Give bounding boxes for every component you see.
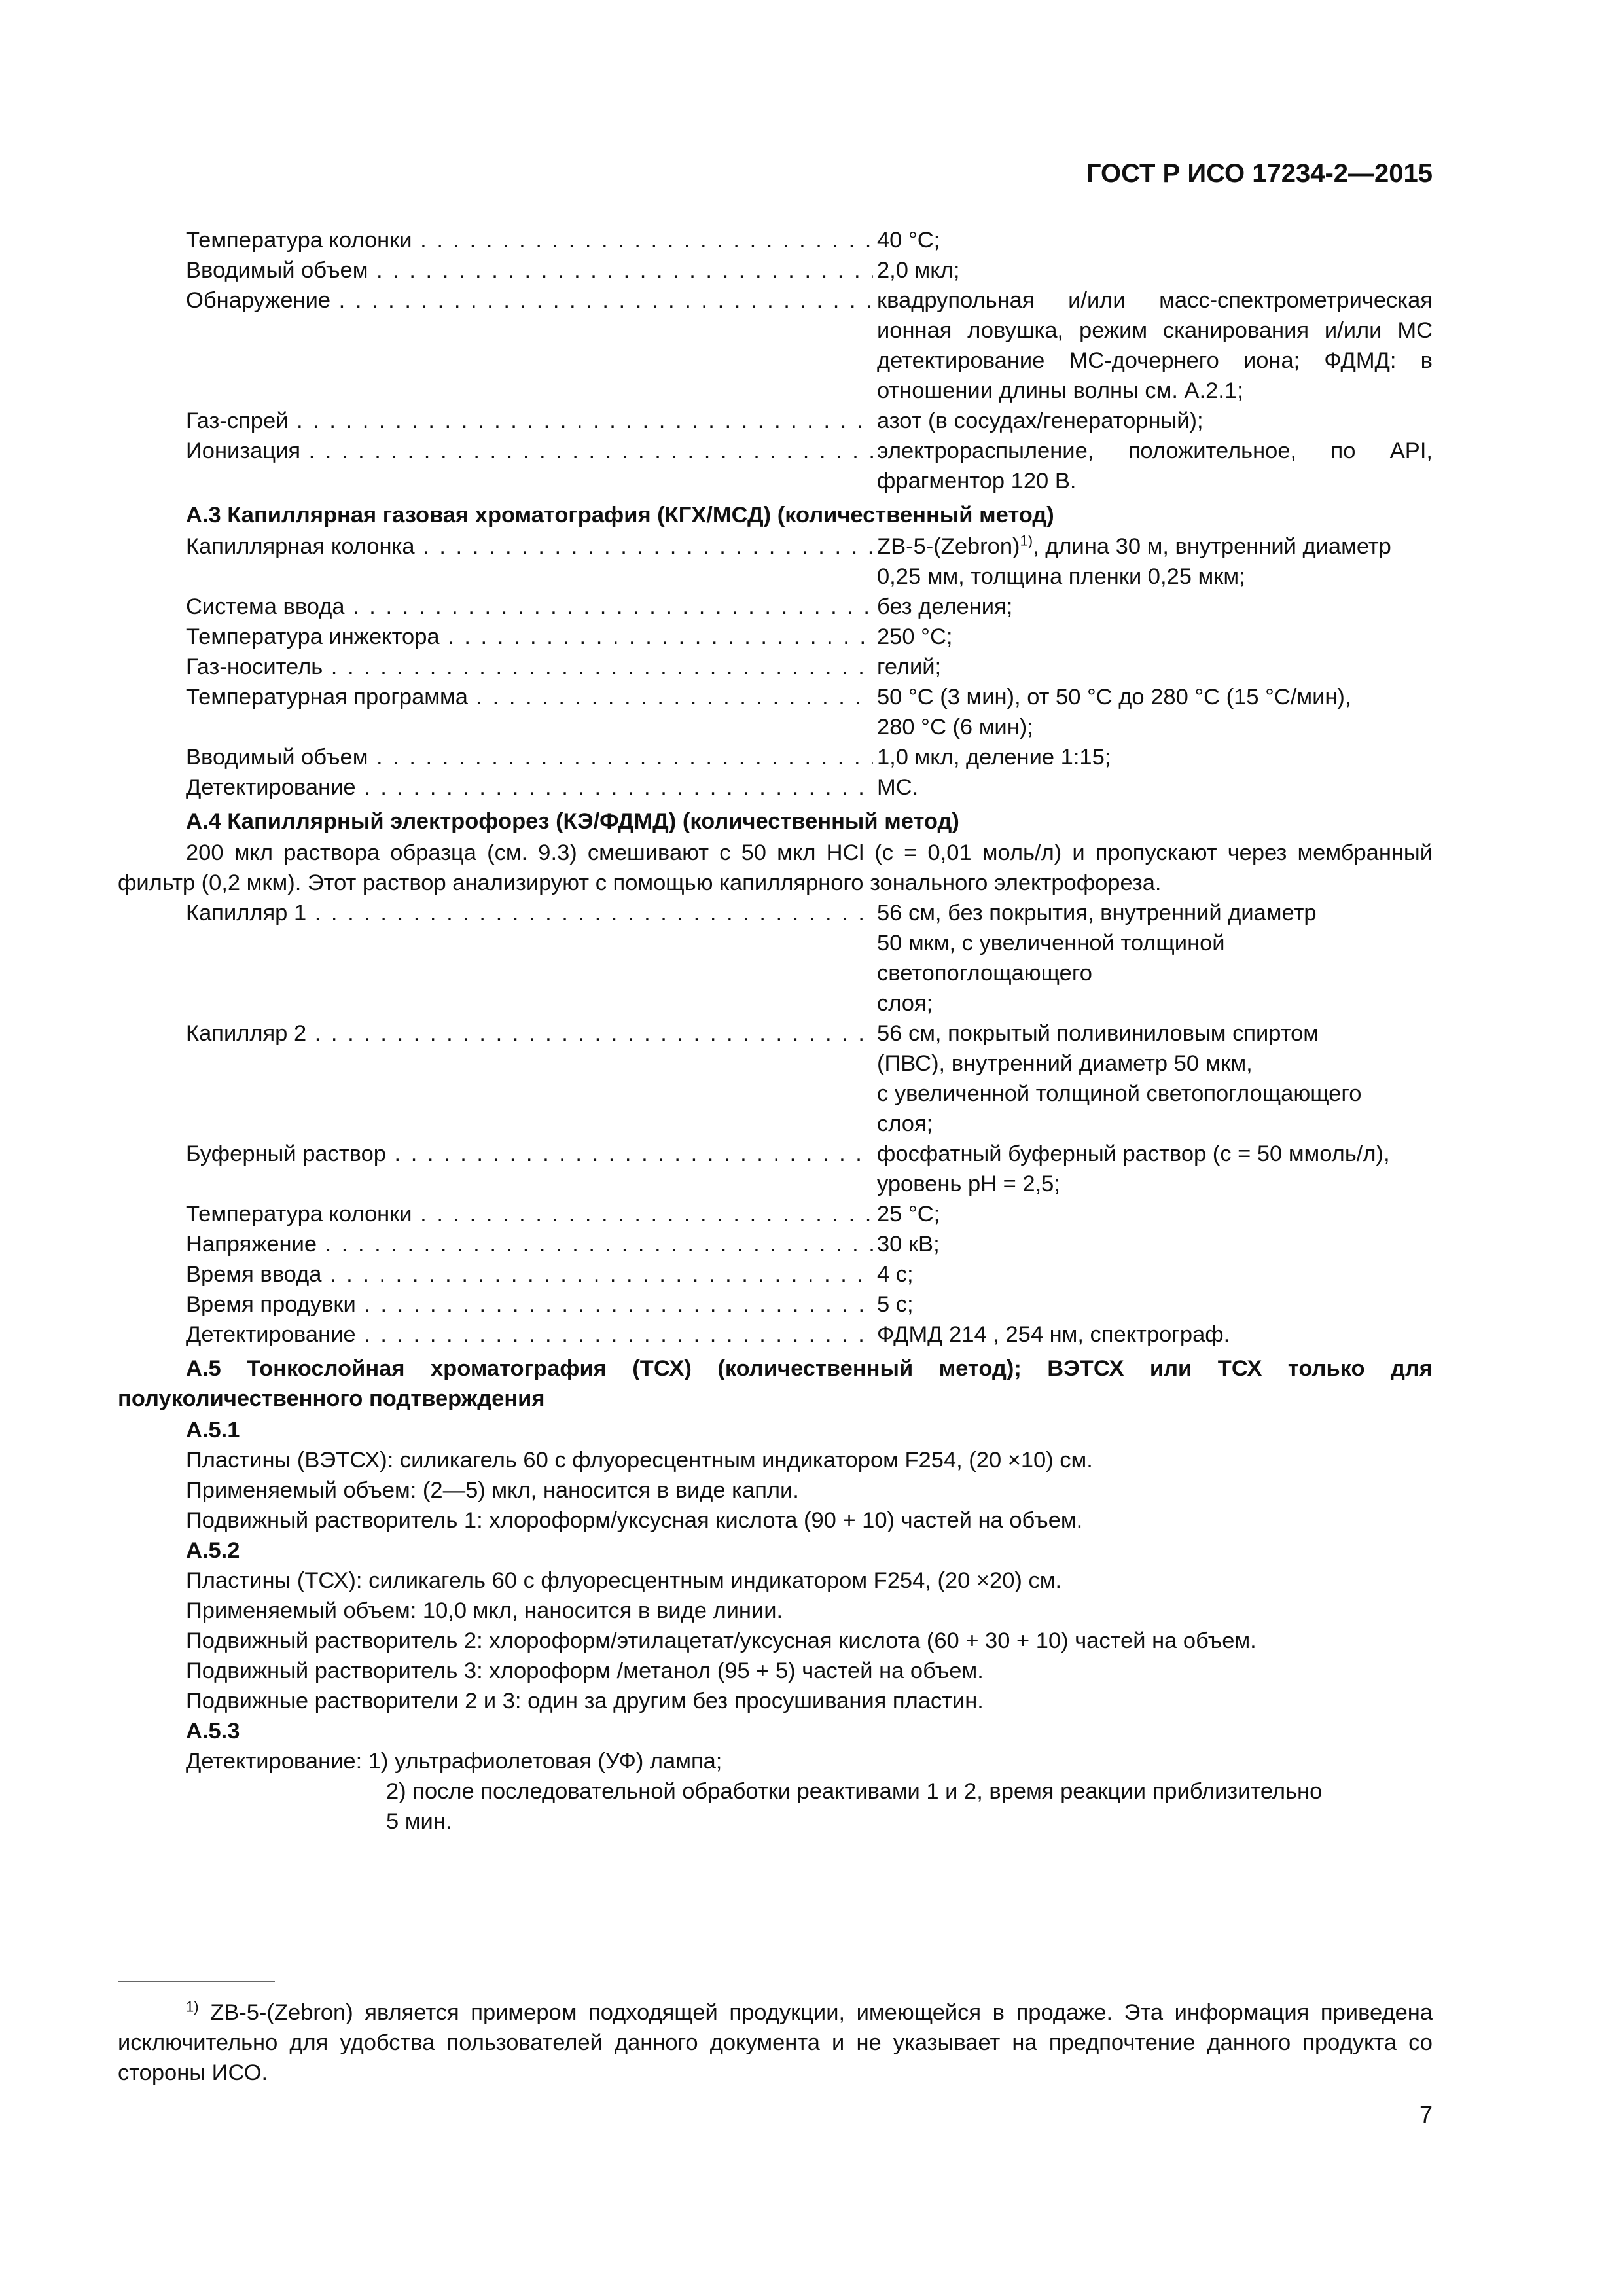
document-header: ГОСТ Р ИСО 17234-2—2015 xyxy=(1086,159,1433,188)
parameter-row xyxy=(186,622,1433,652)
subsection-label-a51: А.5.1 xyxy=(186,1418,240,1443)
parameter-row xyxy=(186,682,1433,742)
parameter-value: квадрупольная и/или масс-спектрометрическая ионная ловушка, режим сканирования и/или МС детектирование МС-дочернего иона; ФДМД: в отношении длины волны см. А.2.1; xyxy=(877,288,1433,403)
parameter-value: 30 кВ; xyxy=(877,1232,940,1257)
method-line: Пластины (ТСХ): силикагель 60 с флуоресцентным индикатором F254, (20 ×20) см. xyxy=(186,1568,1062,1593)
parameter-term: Температура колонки . . . xyxy=(186,1199,873,1229)
parameter-term: Напряжение . . . xyxy=(186,1229,873,1259)
parameter-term: Детектирование . . . xyxy=(186,772,873,802)
section-heading-a3: А.3 Капиллярная газовая хроматография (КГХ/МСД) (количественный метод) xyxy=(186,503,1054,528)
parameter-row xyxy=(186,1319,1433,1350)
parameter-row xyxy=(186,255,1433,285)
parameter-value: гелий; xyxy=(877,655,942,679)
parameter-term: Время продувки . . . xyxy=(186,1289,873,1319)
subsection-label-a53: А.5.3 xyxy=(186,1719,240,1744)
parameter-term: Время ввода . . . xyxy=(186,1259,873,1289)
parameter-value: 1,0 мкл, деление 1:15; xyxy=(877,745,1111,770)
parameter-row xyxy=(186,406,1433,436)
parameter-term: Буферный раствор . . . xyxy=(186,1139,873,1199)
parameter-term: Вводимый объем . . . xyxy=(186,255,873,285)
subsection-label-a52: А.5.2 xyxy=(186,1538,240,1563)
parameter-value: фосфатный буферный раствор (c = 50 ммоль/л), уровень pH = 2,5; xyxy=(877,1141,1390,1196)
parameter-value: 25 °C; xyxy=(877,1202,940,1227)
parameter-value: МС. xyxy=(877,775,919,800)
parameter-term: Температурная программа . . . xyxy=(186,682,873,742)
parameter-term: Ионизация . . . xyxy=(186,436,873,496)
section-heading-a4: А.4 Капиллярный электрофорез (КЭ/ФДМД) (количественный метод) xyxy=(186,809,959,834)
parameter-row xyxy=(186,592,1433,622)
parameter-value: электрораспыление, положительное, по API, фрагментор 120 В. xyxy=(877,439,1433,493)
method-line: Подвижный растворитель 1: хлороформ/уксусная кислота (90 + 10) частей на объем. xyxy=(186,1508,1083,1533)
parameter-term: Капилляр 1 . . . xyxy=(186,898,873,1018)
parameter-row xyxy=(186,285,1433,406)
method-line: Применяемый объем: (2—5) мкл, наносится в виде капли. xyxy=(186,1478,799,1503)
parameter-value: 50 °C (3 мин), от 50 °C до 280 °C (15 °C/мин), 280 °C (6 мин); xyxy=(877,685,1351,740)
footnote-divider xyxy=(118,1981,275,1982)
footnote-marker: 1) xyxy=(186,1998,199,2015)
parameter-value: 250 °C; xyxy=(877,624,953,649)
parameter-row xyxy=(186,1199,1433,1229)
parameter-row xyxy=(186,652,1433,682)
parameter-value: 4 с; xyxy=(877,1262,914,1287)
parameter-value: ФДМД 214 , 254 нм, спектрограф. xyxy=(877,1322,1230,1347)
parameter-term: Система ввода . . . xyxy=(186,592,873,622)
parameter-term: Детектирование . . . xyxy=(186,1319,873,1350)
method-line: Применяемый объем: 10,0 мкл, наносится в виде линии. xyxy=(186,1598,783,1623)
method-line: Подвижный растворитель 2: хлороформ/этилацетат/уксусная кислота (60 + 30 + 10) частей на объем. xyxy=(186,1628,1257,1653)
method-line: Пластины (ВЭТСХ): силикагель 60 с флуоресцентным индикатором F254, (20 ×10) см. xyxy=(186,1448,1093,1473)
parameter-term: Температура инжектора . . . xyxy=(186,622,873,652)
parameter-term: Капиллярная колонка . . . xyxy=(186,531,873,592)
parameter-row xyxy=(186,1289,1433,1319)
parameter-value: без деления; xyxy=(877,594,1013,619)
parameter-row xyxy=(186,225,1433,255)
parameter-term: Вводимый объем . . . xyxy=(186,742,873,772)
parameter-term: Газ-носитель . . . xyxy=(186,652,873,682)
parameter-row xyxy=(186,1018,1433,1139)
section-heading-a5: А.5 Тонкослойная хроматография (ТСХ) (количественный метод); ВЭТСХ или ТСХ только для полуколичественного подтверждения xyxy=(118,1356,1433,1411)
detection-line: Детектирование: 1) ультрафиолетовая (УФ) лампа; xyxy=(186,1749,722,1774)
page-content xyxy=(118,225,1433,1837)
section-intro-paragraph: 200 мкл раствора образца (см. 9.3) смешивают с 50 мкл HCl (c = 0,01 моль/л) и пропускают через мембранный фильтр (0,2 мкм). Этот раствор анализируют с помощью капиллярного зонального электрофореза. xyxy=(118,840,1433,895)
parameter-row xyxy=(186,772,1433,802)
parameter-row xyxy=(186,1139,1433,1199)
parameter-row xyxy=(186,1229,1433,1259)
page-number: 7 xyxy=(1419,2101,1433,2128)
detection-continuation: 2) после последовательной обработки реактивами 1 и 2, время реакции приблизительно 5 мин. xyxy=(386,1779,1323,1834)
parameter-term: Капилляр 2 . . . xyxy=(186,1018,873,1139)
method-line: Подвижные растворители 2 и 3: один за другим без просушивания пластин. xyxy=(186,1689,984,1713)
method-line: Подвижный растворитель 3: хлороформ /метанол (95 + 5) частей на объем. xyxy=(186,1659,984,1683)
parameter-value: 5 с; xyxy=(877,1292,914,1317)
parameter-row xyxy=(186,742,1433,772)
parameter-row xyxy=(186,1259,1433,1289)
parameter-value: 56 см, покрытый поливиниловым спиртом (ПВС), внутренний диаметр 50 мкм, с увеличенной толщиной светопоглощающего слоя; xyxy=(877,1021,1362,1136)
parameter-value: 2,0 мкл; xyxy=(877,258,960,283)
parameter-row xyxy=(186,531,1433,592)
parameter-term: Температура колонки . . . xyxy=(186,225,873,255)
parameter-row xyxy=(186,898,1433,1018)
footnote-ref: 1) xyxy=(1020,532,1033,549)
parameter-term: Газ-спрей . . . xyxy=(186,406,873,436)
parameter-value: 40 °C; xyxy=(877,228,940,253)
parameter-value: ZB-5-(Zebron)$^{1)}$, длина 30 м, внутренний диаметр 0,25 мм, толщина пленки 0,25 мкм; xyxy=(877,532,1391,589)
parameter-value: азот (в сосудах/генераторный); xyxy=(877,408,1204,433)
parameter-row xyxy=(186,436,1433,496)
parameter-value: 56 см, без покрытия, внутренний диаметр 50 мкм, с увеличенной толщиной светопоглощающего слоя; xyxy=(877,901,1317,1016)
footnote: $^{1)}$ ZB-5-(Zebron) является примером подходящей продукции, имеющейся в продаже. Эта информация приведена исключительно для удобства пользователей данного документа и не указывает на предпочтение данного продукта со стороны ИСО. xyxy=(118,1998,1433,2085)
parameter-term: Обнаружение . . . xyxy=(186,285,873,406)
